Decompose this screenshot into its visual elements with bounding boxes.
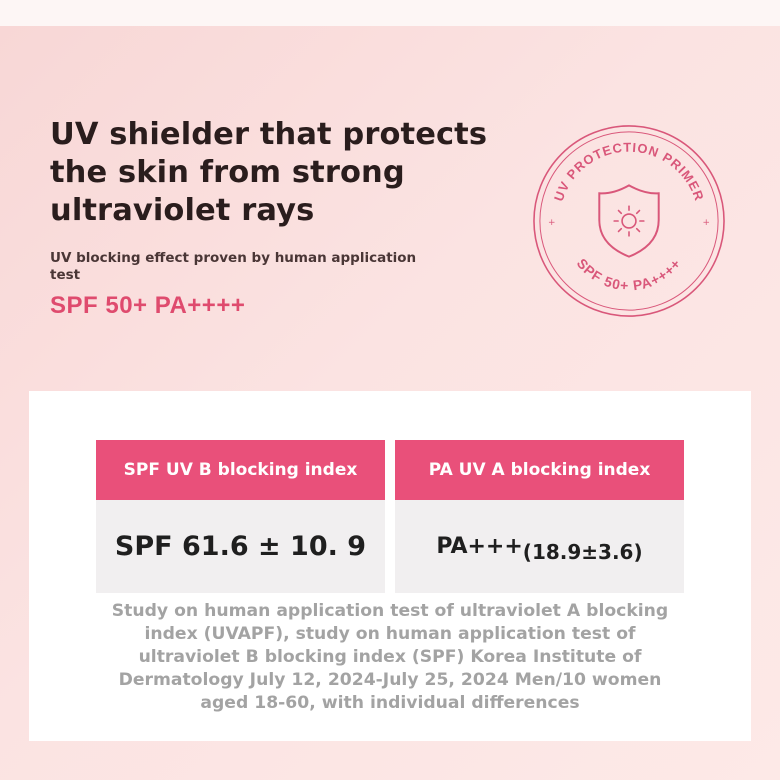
study-note: Study on human application test of ultraviolet A blocking index (UVAPF), study on human application test of ultraviolet B blocking index (SPF) Korea Institute of Dermatology July 12, 2024-July 25, 2024 Men/10 women aged 18-60, with individual differences — [111, 601, 669, 713]
headline: UV shielder that protects the skin from strong ultraviolet rays — [50, 117, 488, 228]
pa-value-main: PA+++ — [436, 534, 523, 559]
pa-card-value — [395, 500, 684, 593]
spf-card-value: SPF 61.6 ± 10. 9 — [114, 531, 367, 562]
spf-card — [96, 440, 385, 593]
shield-sun-icon — [599, 185, 658, 256]
spf-card-header: SPF UV B blocking index — [96, 440, 385, 500]
badge-star-right-icon: + — [702, 217, 710, 228]
spf-rating: SPF 50+ PA++++ — [50, 292, 246, 319]
badge-top-text: UV PROTECTION PRIMER — [550, 139, 708, 204]
subline: UV blocking effect proven by human application test — [50, 250, 417, 283]
uv-protection-badge — [530, 122, 728, 320]
pa-card-header: PA UV A blocking index — [395, 440, 684, 500]
badge-bottom-text: SPF 50+ PA++++ — [573, 255, 685, 294]
pa-card — [395, 440, 684, 593]
pa-value-detail: (18.9±3.6) — [522, 539, 643, 564]
badge-star-left-icon: + — [548, 217, 556, 228]
results-panel — [29, 391, 751, 741]
top-strip — [0, 0, 780, 26]
badge-graphic — [530, 122, 728, 320]
